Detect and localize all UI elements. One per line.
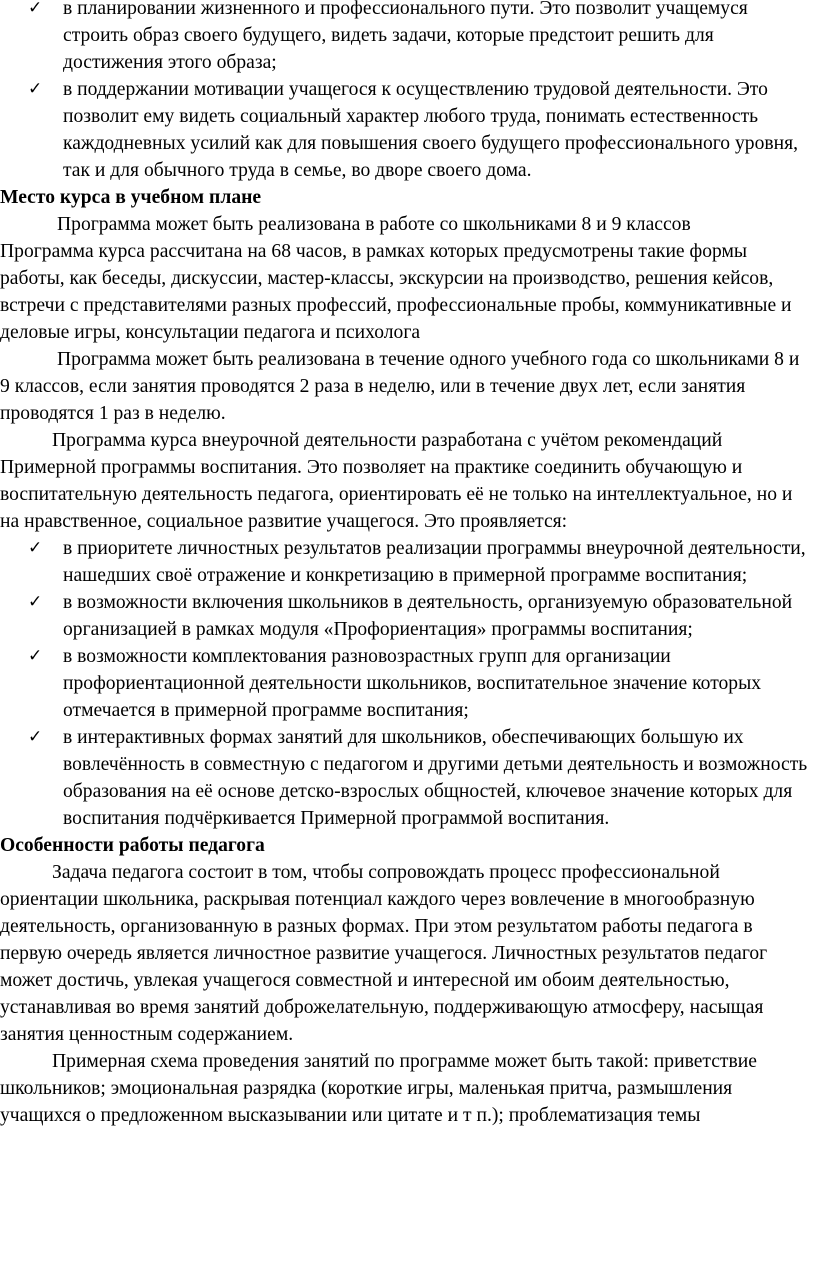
list-item-text: в планировании жизненного и профессионального пути. Это позволит учащемуся строить образ своего будущего, видеть задачи, которые предстоит решить для достижения этого образа; <box>63 0 748 73</box>
section-heading-course-place: Место курса в учебном плане <box>0 187 262 208</box>
check-icon: ✓ <box>28 538 43 558</box>
paragraph: Программа курса внеурочной деятельности разработана с учётом рекомендаций Примерной программы воспитания. Это позволяет на практике соединить обучающую и воспитательную деятельность педагога, ориентировать её не только на интеллектуальное, но и на нравственное, социальное развитие учащегося. Это проявляется: <box>0 430 793 532</box>
top-checklist <box>0 0 816 184</box>
list-item-text: в интерактивных формах занятий для школьников, обеспечивающих большую их вовлечённость в совместную с педагогом и другими детьми деятельность и возможность образования на её основе детско-взрослых общностей, ключевое значение которых для воспитания подчёркивается Примерной программой воспитания. <box>63 727 808 829</box>
check-icon: ✓ <box>28 646 43 666</box>
check-icon: ✓ <box>28 0 43 18</box>
check-icon: ✓ <box>28 727 43 747</box>
list-item-text: в возможности включения школьников в деятельность, организуемую образовательной организацией в рамках модуля «Профориентация» программы воспитания; <box>63 592 793 640</box>
list-item <box>0 724 816 832</box>
list-item <box>0 643 816 724</box>
list-item <box>0 76 816 184</box>
list-item-text: в возможности комплектования разновозрастных групп для организации профориентационной деятельности школьников, воспитательное значение которых отмечается в примерной программе воспитания; <box>63 646 762 721</box>
paragraph: Программа может быть реализована в течение одного учебного года со школьниками 8 и 9 классов, если занятия проводятся 2 раза в неделю, или в течение двух лет, если занятия проводятся 1 раз в неделю. <box>0 349 800 424</box>
paragraph: Задача педагога состоит в том, чтобы сопровождать процесс профессиональной ориентации школьника, раскрывая потенциал каждого через вовлечение в многообразную деятельность, организованную в разных формах. При этом результатом работы педагога в первую очередь является личностное развитие учащегося. Личностных результатов педагог может достичь, увлекая учащегося совместной и интересной им обоим деятельностью, устанавливая во время занятий доброжелательную, поддерживающую атмосферу, насыщая занятия ценностным содержанием. <box>0 862 768 1045</box>
paragraph: Программа может быть реализована в работе со школьниками 8 и 9 классов <box>57 214 691 235</box>
list-item <box>0 535 816 589</box>
list-item <box>0 589 816 643</box>
check-icon: ✓ <box>28 79 43 99</box>
paragraph: Программа курса рассчитана на 68 часов, в рамках которых предусмотрены такие формы работы, как беседы, дискуссии, мастер-классы, экскурсии на производство, решения кейсов, встречи с представителями разных профессий, профессиональные пробы, коммуникативные и деловые игры, консультации педагога и психолога <box>0 241 792 343</box>
section-heading-teacher-work: Особенности работы педагога <box>0 835 265 856</box>
list-item-text: в поддержании мотивации учащегося к осуществлению трудовой деятельности. Это позволит ему видеть социальный характер любого труда, понимать естественность каждодневных усилий как для повышения своего будущего профессионального уровня, так и для обычного труда в семье, во дворе своего дома. <box>63 79 799 181</box>
paragraph: Примерная схема проведения занятий по программе может быть такой: приветствие школьников; эмоциональная разрядка (короткие игры, маленькая притча, размышления учащихся о предложенном высказывании или цитате и т п.); проблематизация темы <box>0 1051 757 1126</box>
check-icon: ✓ <box>28 592 43 612</box>
middle-checklist <box>0 535 816 832</box>
list-item <box>0 0 816 76</box>
list-item-text: в приоритете личностных результатов реализации программы внеурочной деятельности, нашедших своё отражение и конкретизацию в примерной программе воспитания; <box>63 538 806 586</box>
